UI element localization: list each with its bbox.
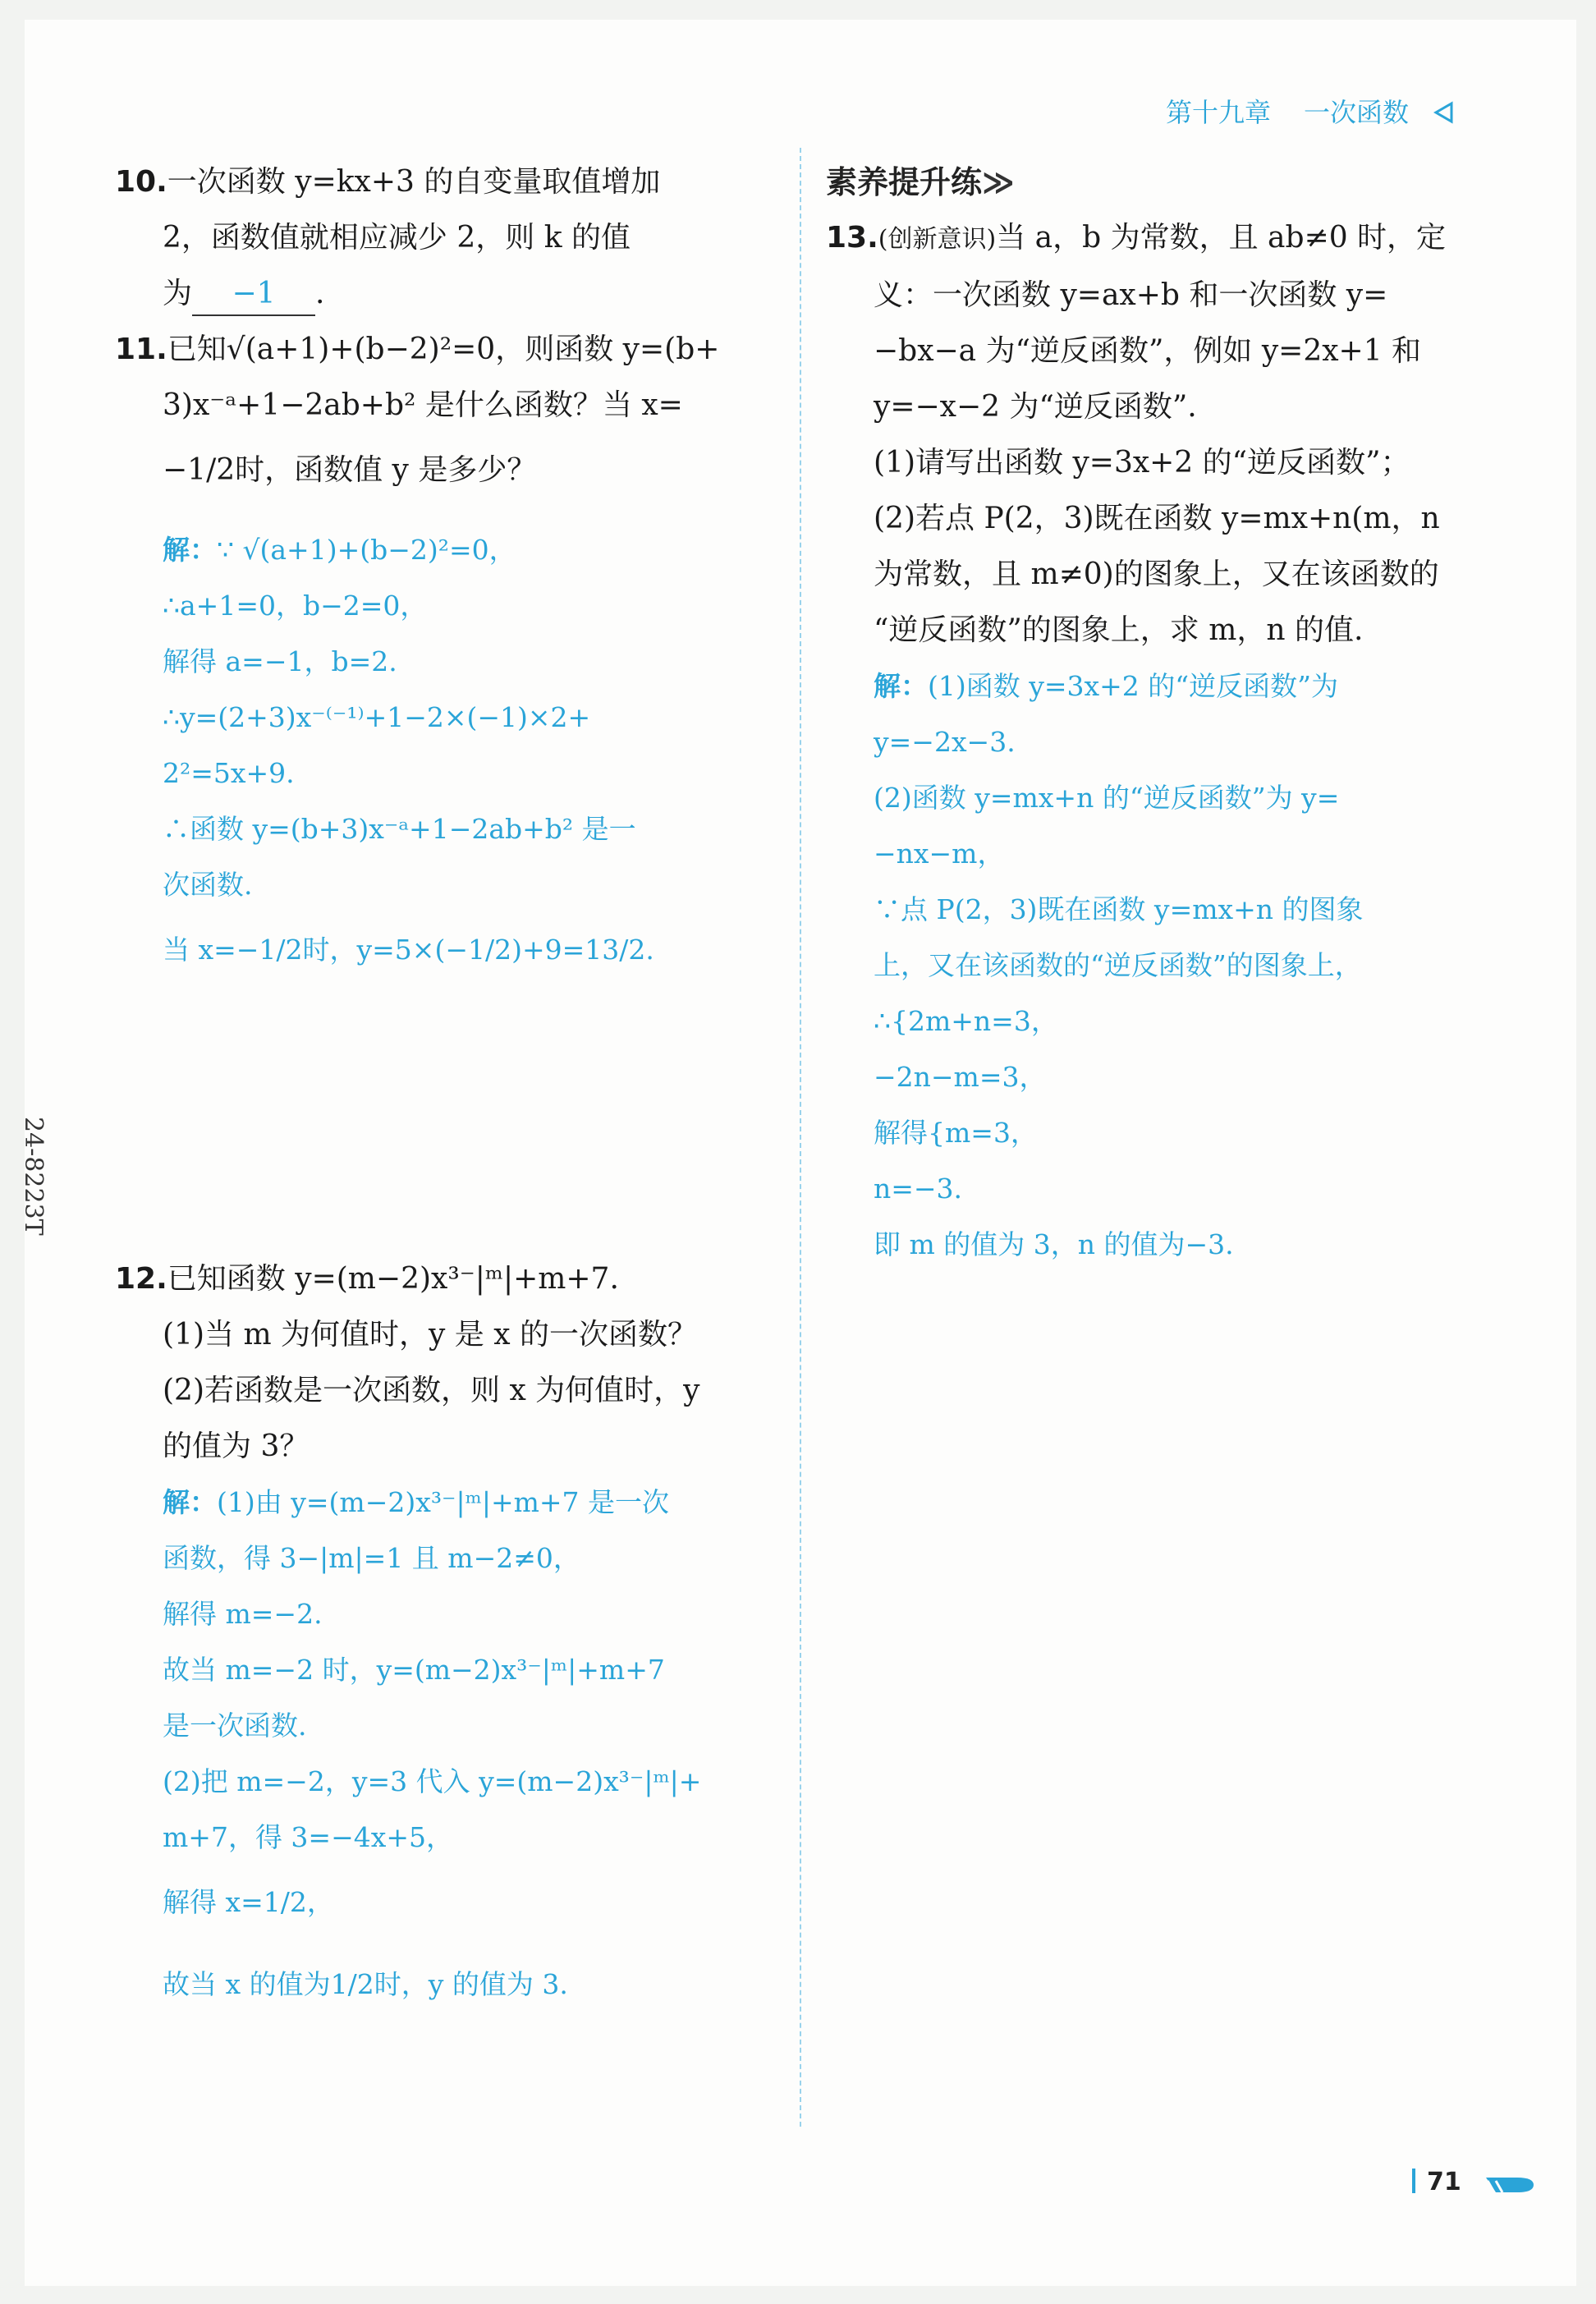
answer-13 xyxy=(826,659,1483,1273)
answer-line: 即 m 的值为 3，n 的值为−3. xyxy=(874,1228,1234,1260)
section-title xyxy=(826,154,1483,210)
chapter-title: 一次函数 xyxy=(1304,97,1410,128)
answer-line: ∴{2m+n=3， xyxy=(874,1005,1058,1037)
answer-label: 解： xyxy=(163,1486,217,1518)
answer-line: 当 x=−1/2时，y=5×(−1/2)+9=13/2. xyxy=(163,934,654,966)
answer-line: 次函数. xyxy=(163,869,253,901)
answer-line: 2²=5x+9. xyxy=(163,757,295,789)
answer-line: −2n−m=3， xyxy=(874,1061,1047,1093)
answer-line: ∴a+1=0，b−2=0， xyxy=(163,590,428,622)
answer-line: ∵ √(a+1)+(b−2)²=0， xyxy=(217,534,516,566)
question-text: 已知√(a+1)+(b−2)²=0，则函数 y=(b+ xyxy=(167,333,720,366)
question-text: “逆反函数”的图象上，求 m，n 的值. xyxy=(874,613,1364,647)
page-number xyxy=(1412,2168,1461,2196)
answer-line: 上，又在该函数的“逆反函数”的图象上， xyxy=(874,949,1362,981)
answer-line: 故当 x 的值为1/2时，y 的值为 3. xyxy=(163,1968,568,2000)
answer-12 xyxy=(115,1475,772,2030)
side-code: 24-8223T xyxy=(19,1117,48,1236)
double-chevron-icon: ≫ xyxy=(982,164,1010,200)
question-text: −bx−a 为“逆反函数”，例如 y=2x+1 和 xyxy=(874,334,1422,368)
answer-line: (1)函数 y=3x+2 的“逆反函数”为 xyxy=(928,670,1339,702)
answer-line: ∵点 P(2，3)既在函数 y=mx+n 的图象 xyxy=(874,893,1364,925)
question-text: (2)若点 P(2，3)既在函数 y=mx+n(m，n xyxy=(874,502,1440,535)
question-text: 已知函数 y=(m−2)x³⁻|ᵐ|+m+7. xyxy=(167,1262,619,1296)
answer-line: −nx−m， xyxy=(874,838,1005,870)
running-header xyxy=(1166,92,1494,130)
question-text: (1)请写出函数 y=3x+2 的“逆反函数”； xyxy=(874,446,1410,480)
answer-line: 解得 a=−1，b=2. xyxy=(163,645,397,677)
answer-line: (2)把 m=−2，y=3 代入 y=(m−2)x³⁻|ᵐ|+ xyxy=(163,1765,702,1797)
question-text: 当 a，b 为常数，且 ab≠0 时，定 xyxy=(996,221,1447,255)
page-bar-mark xyxy=(1412,2169,1415,2193)
question-13 xyxy=(826,210,1483,1273)
question-text: (1)当 m 为何值时，y 是 x 的一次函数？ xyxy=(163,1318,697,1352)
question-text: 义：一次函数 y=ax+b 和一次函数 y= xyxy=(874,278,1388,312)
answer-line: 解得 m=−2. xyxy=(163,1598,323,1630)
answer-11 xyxy=(115,522,772,987)
answer-line: 解得{m=3， xyxy=(874,1117,1038,1149)
answer-label: 解： xyxy=(163,534,217,566)
answer-line: 解得 x=1/2， xyxy=(163,1886,334,1918)
answer-line: 是一次函数. xyxy=(163,1710,307,1742)
answer-line: 函数，得 3−|m|=1 且 m−2≠0， xyxy=(163,1542,580,1574)
question-text: 一次函数 y=kx+3 的自变量取值增加 xyxy=(167,165,661,199)
question-number: 13. xyxy=(826,221,878,255)
answer-line: n=−3. xyxy=(874,1173,963,1205)
question-10 xyxy=(115,154,772,322)
question-number: 12. xyxy=(115,1262,167,1296)
question-number: 10. xyxy=(115,165,167,199)
question-text: (2)若函数是一次函数，则 x 为何值时，y xyxy=(163,1374,700,1407)
chapter-label: 第十九章 xyxy=(1166,97,1272,128)
triangle-left-icon xyxy=(1433,101,1453,124)
question-tag: (创新意识) xyxy=(878,225,997,254)
answer-line: (2)函数 y=mx+n 的“逆反函数”为 y= xyxy=(874,782,1340,814)
answer-line: ∴y=(2+3)x⁻⁽⁻¹⁾+1−2×(−1)×2+ xyxy=(163,701,591,733)
section-title-text: 素养提升练 xyxy=(826,164,983,200)
left-column xyxy=(115,154,772,2030)
answer-line: (1)由 y=(m−2)x³⁻|ᵐ|+m+7 是一次 xyxy=(217,1486,670,1518)
answer-line: 故当 m=−2 时，y=(m−2)x³⁻|ᵐ|+m+7 xyxy=(163,1654,665,1686)
question-11 xyxy=(115,322,772,987)
right-column xyxy=(826,154,1483,1273)
question-text: 2，函数值就相应减少 2，则 k 的值 xyxy=(163,221,631,255)
answer-line: ∴函数 y=(b+3)x⁻ᵃ+1−2ab+b² 是一 xyxy=(163,813,636,845)
answer-label: 解： xyxy=(874,670,928,702)
question-text: y=−x−2 为“逆反函数”. xyxy=(874,390,1197,424)
swoosh-decoration-icon xyxy=(1484,2173,1537,2197)
question-text: . xyxy=(315,277,325,310)
answer-line: y=−2x−3. xyxy=(874,726,1016,758)
page-number-text: 71 xyxy=(1427,2168,1461,2196)
question-text: 3)x⁻ᵃ+1−2ab+b² 是什么函数？当 x= xyxy=(163,388,683,422)
question-text: 的值为 3？ xyxy=(163,1430,310,1463)
answer-blank: −1 xyxy=(192,273,315,316)
column-divider xyxy=(800,148,801,2127)
answer-line: m+7，得 3=−4x+5， xyxy=(163,1821,453,1853)
question-text: −1/2时，函数值 y 是多少？ xyxy=(163,453,537,487)
question-number: 11. xyxy=(115,333,167,366)
question-12 xyxy=(115,1251,772,2030)
question-text: 为常数，且 m≠0)的图象上，又在该函数的 xyxy=(874,558,1439,591)
question-text: 为 xyxy=(163,277,193,310)
